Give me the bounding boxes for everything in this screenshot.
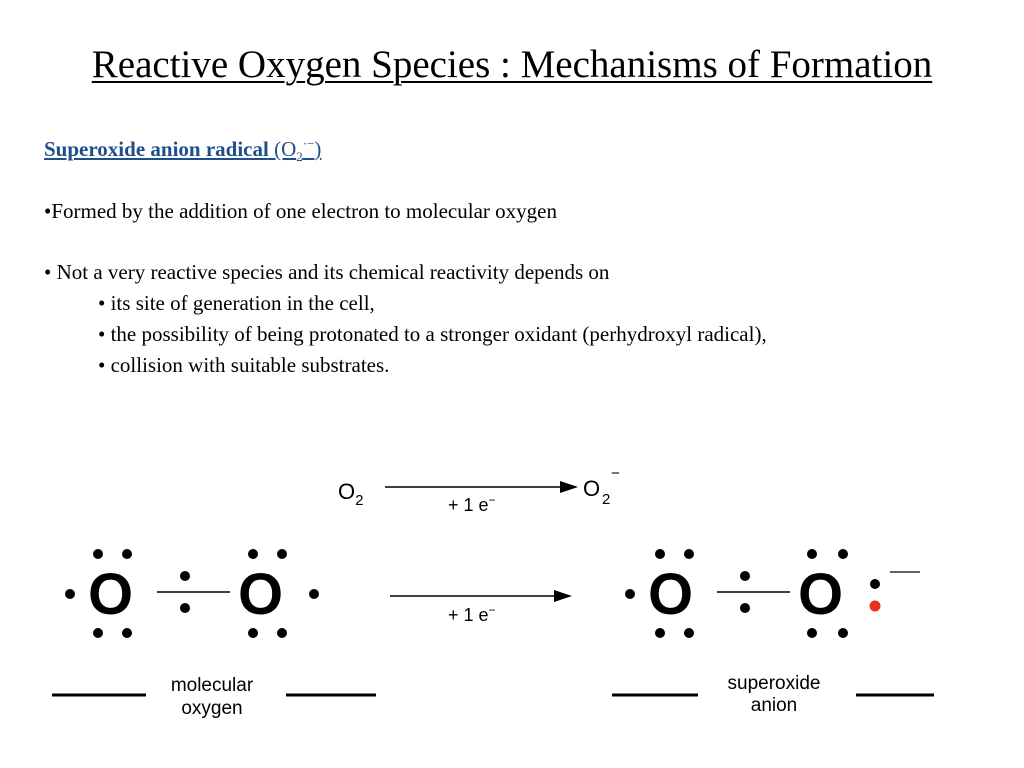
sub-bullet-site: • its site of generation in the cell,: [98, 291, 375, 315]
formula-subscript: 2: [296, 149, 303, 165]
formula-open: (O: [268, 137, 297, 161]
sub-bullet-collision: • collision with suitable substrates.: [98, 353, 390, 377]
reaction-arrow-label: + 1 e−: [448, 603, 496, 625]
eq-product: O 2−: [583, 465, 620, 508]
formula-superscript: ·−: [302, 136, 315, 151]
superoxide-anion-structure: [625, 549, 920, 638]
formula-close: ): [314, 137, 322, 161]
reaction-diagram: [0, 450, 1024, 750]
bullet-reactivity: • Not a very reactive species and its chemical reactivity depends on: [44, 260, 610, 284]
molecular-oxygen-structure: [65, 549, 319, 638]
slide-title: Reactive Oxygen Species : Mechanisms of Formation: [91, 43, 933, 86]
eq-reactant: $O_2$: [338, 479, 364, 509]
eq-arrow-label: + 1 e−: [448, 493, 496, 515]
oxygen-atom-2: O: [238, 562, 284, 627]
bullet-formed: •Formed by the addition of one electron to molecular oxygen: [44, 199, 557, 223]
eq-arrow-head: [560, 481, 578, 493]
caption-superoxide: superoxide: [727, 673, 821, 694]
sub-bullet-protonated: • the possibility of being protonated to a stronger oxidant (perhydroxyl radical),: [98, 322, 767, 346]
reaction-arrow-head: [554, 590, 572, 602]
caption-molecular: molecular: [170, 675, 254, 696]
oxygen-atom-1: O: [88, 562, 134, 627]
added-electron: [870, 601, 881, 612]
caption-oxygen: oxygen: [181, 698, 243, 719]
heading-text: Superoxide anion radical: [44, 137, 269, 161]
caption-anion: anion: [750, 695, 798, 716]
oxygen-atom-3: O: [648, 562, 694, 627]
oxygen-atom-4: O: [798, 562, 844, 627]
section-heading: [44, 136, 321, 165]
